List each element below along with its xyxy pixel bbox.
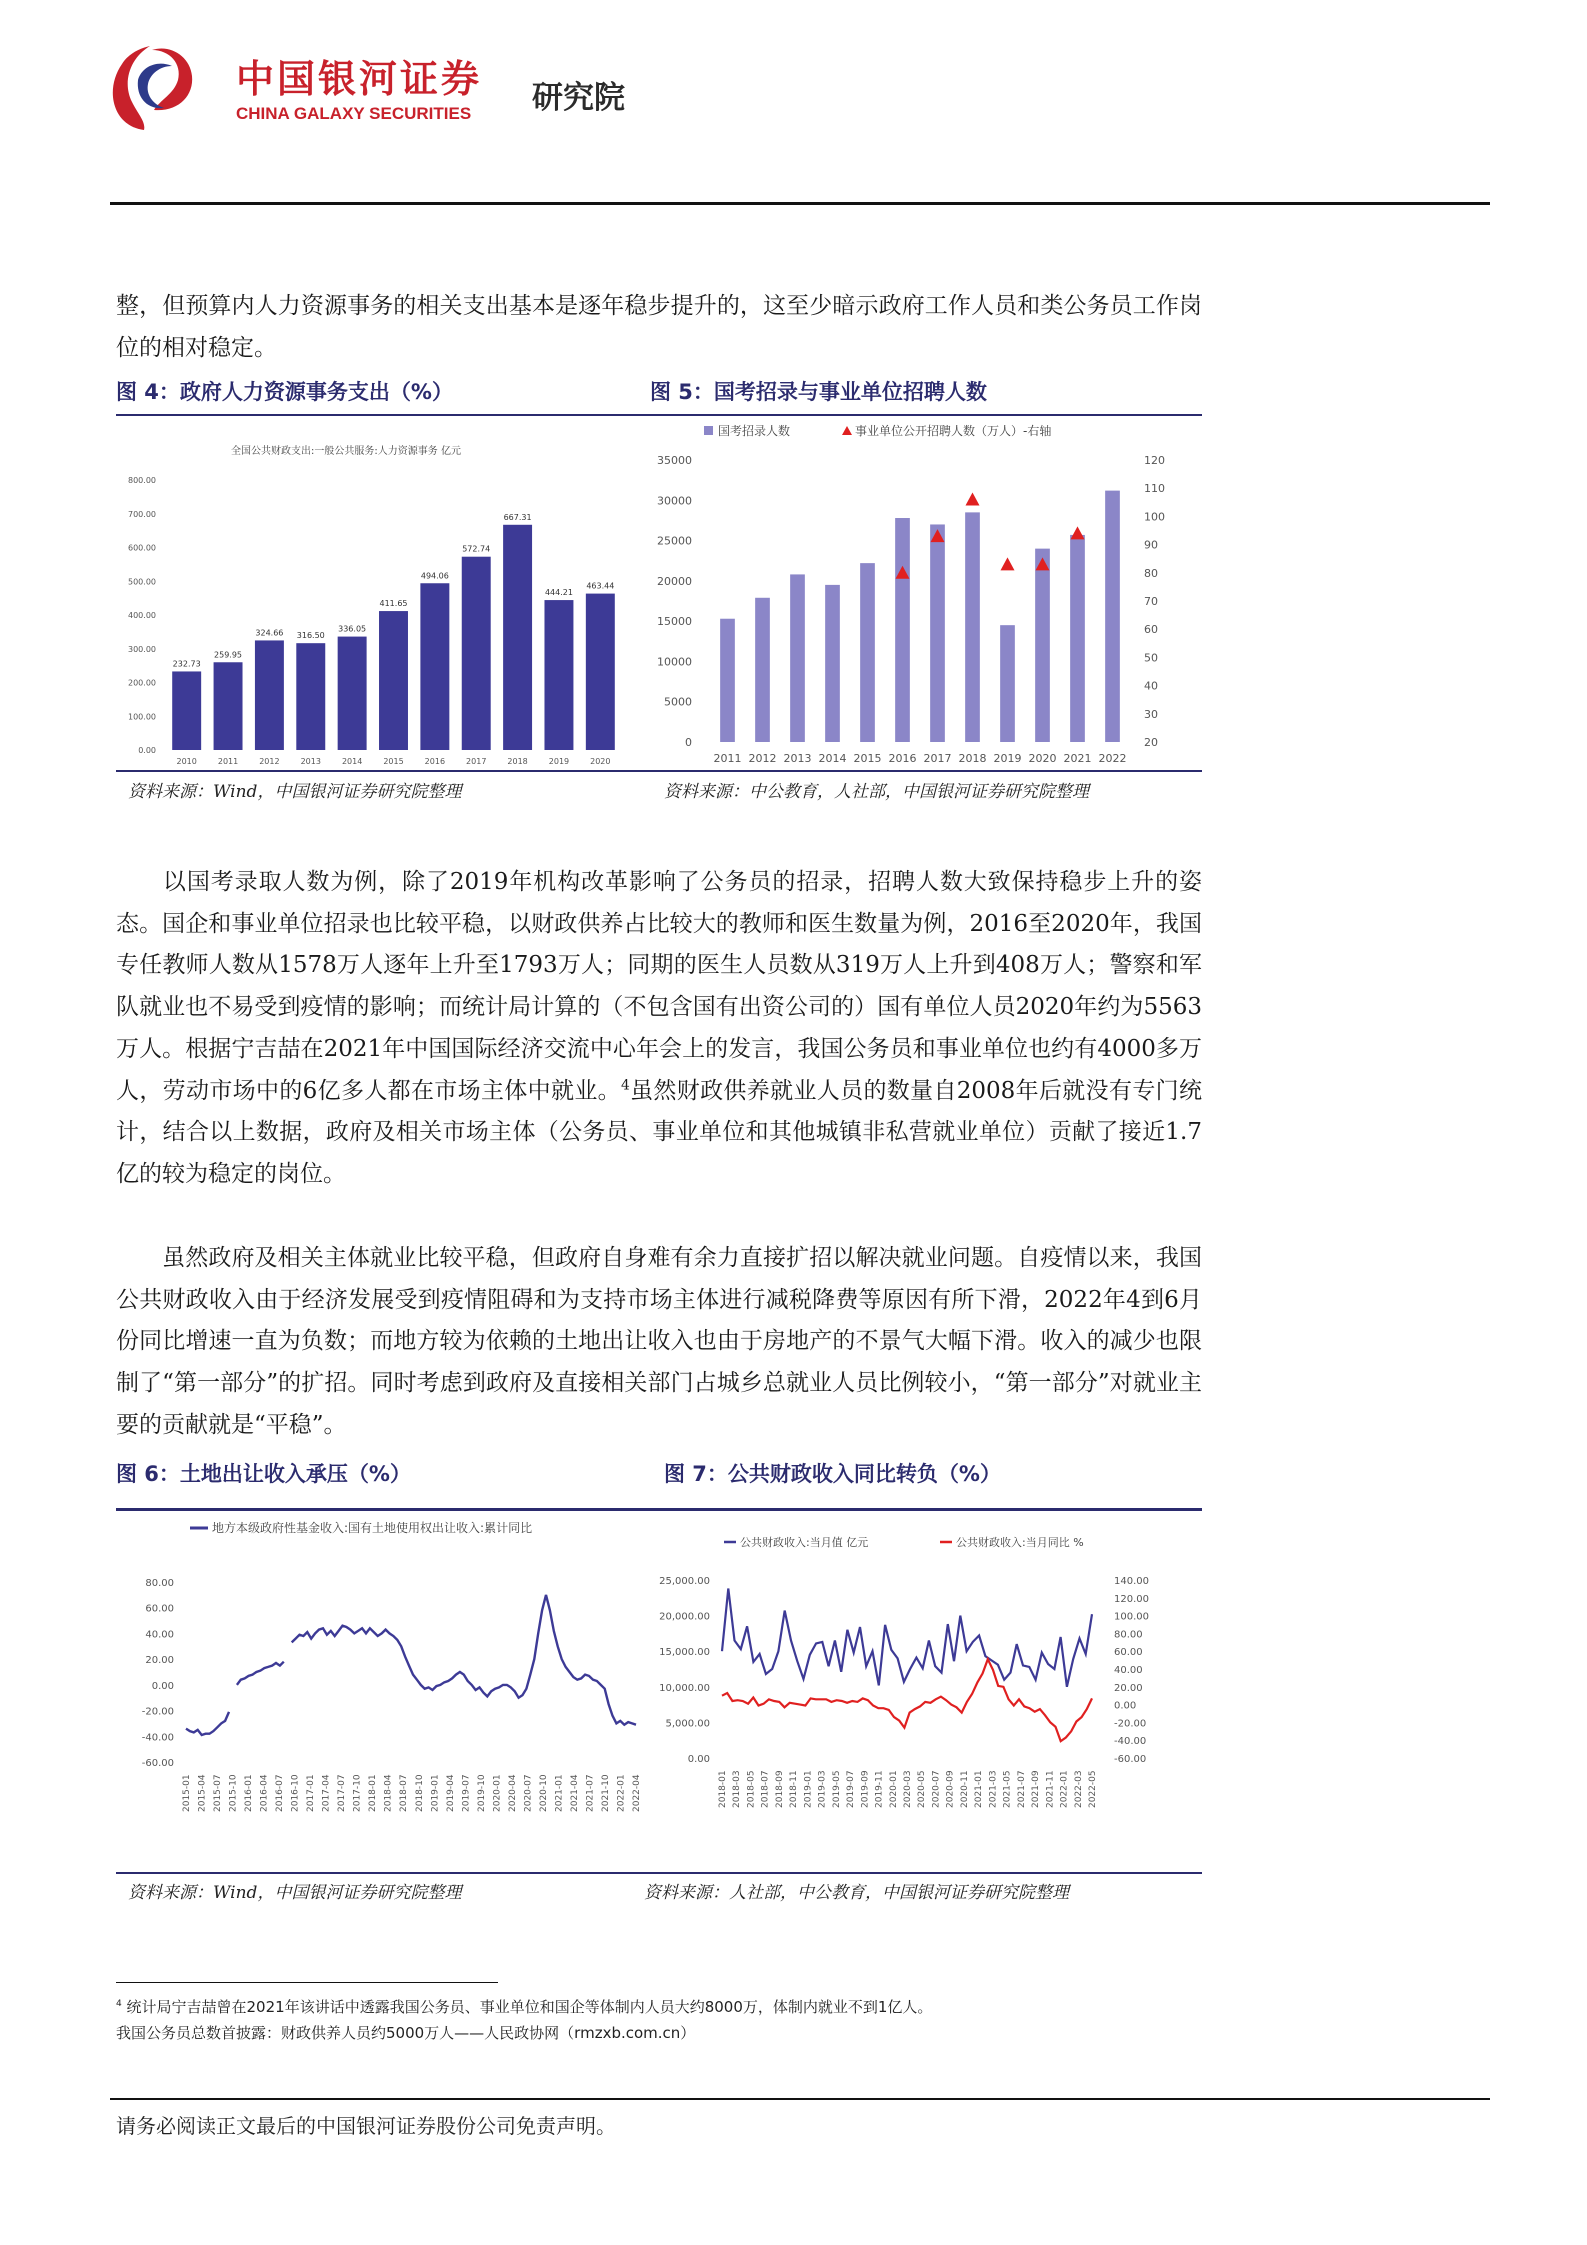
y-tick-label: 0.00 bbox=[151, 1680, 174, 1692]
y-right-tick-label: 60.00 bbox=[1114, 1647, 1143, 1659]
x-tick-label: 2018-07 bbox=[399, 1774, 410, 1812]
y-right-tick-label: 80.00 bbox=[1114, 1629, 1143, 1641]
y-right-tick-label: 20 bbox=[1144, 736, 1158, 749]
y-left-tick-label: 20,000.00 bbox=[659, 1611, 710, 1623]
x-tick-label: 2020 bbox=[590, 757, 611, 766]
x-tick-label: 2018-07 bbox=[760, 1770, 771, 1808]
x-tick-label: 2019-03 bbox=[817, 1770, 828, 1808]
bar bbox=[379, 611, 408, 750]
x-tick-label: 2011 bbox=[713, 752, 742, 765]
y-tick-label: 800.00 bbox=[128, 476, 156, 485]
bar bbox=[825, 585, 840, 742]
x-tick-label: 2021-07 bbox=[585, 1774, 596, 1812]
brand-name-en: CHINA GALAXY SECURITIES bbox=[236, 104, 472, 123]
bar bbox=[338, 637, 367, 750]
x-tick-label: 2018-03 bbox=[732, 1770, 743, 1808]
x-tick-label: 2016 bbox=[424, 757, 446, 766]
y-left-tick-label: 5,000.00 bbox=[665, 1718, 710, 1730]
y-tick-label: 700.00 bbox=[128, 509, 156, 519]
y-right-tick-label: 70 bbox=[1144, 595, 1158, 608]
x-tick-label: 2018-10 bbox=[414, 1774, 425, 1812]
legend-swatch-bars bbox=[704, 426, 713, 435]
legend-label: 国考招录人数 bbox=[718, 424, 791, 438]
y-right-tick-label: 140.00 bbox=[1114, 1576, 1149, 1587]
bar bbox=[1000, 625, 1015, 742]
bar bbox=[172, 671, 201, 750]
x-tick-label: 2021 bbox=[1063, 752, 1092, 765]
x-tick-label: 2020-04 bbox=[507, 1774, 518, 1812]
x-tick-label: 2020-07 bbox=[931, 1770, 942, 1808]
bar-value-label: 667.31 bbox=[503, 512, 532, 522]
x-tick-label: 2020-11 bbox=[959, 1770, 970, 1808]
x-tick-label: 2011 bbox=[217, 757, 239, 766]
series-line bbox=[186, 1595, 636, 1735]
x-tick-label: 2021-07 bbox=[1016, 1770, 1027, 1808]
figure-7-title: 图 7：公共财政收入同比转负（%） bbox=[664, 1462, 1001, 1486]
y-left-tick-label: 5000 bbox=[664, 695, 692, 709]
x-tick-label: 2022-04 bbox=[632, 1774, 642, 1812]
x-tick-label: 2019-07 bbox=[461, 1774, 472, 1812]
figure-4-5-bottom-rule bbox=[116, 770, 1202, 772]
figure-5-chart bbox=[650, 420, 1202, 770]
y-tick-label: 600.00 bbox=[128, 543, 156, 553]
figure-4-source: 资料来源：Wind，中国银河证券研究院整理 bbox=[128, 782, 462, 802]
x-tick-label: 2020-01 bbox=[888, 1770, 899, 1808]
figure-6-7-rule bbox=[116, 1508, 1202, 1511]
y-left-tick-label: 15000 bbox=[657, 615, 692, 629]
x-tick-label: 2018-04 bbox=[383, 1774, 394, 1812]
y-right-tick-label: 100.00 bbox=[1114, 1611, 1149, 1623]
y-right-tick-label: 80 bbox=[1144, 566, 1158, 580]
x-tick-label: 2019 bbox=[548, 757, 570, 766]
x-tick-label: 2018-11 bbox=[789, 1770, 800, 1808]
chart-title: 全国公共财政支出:一般公共服务:人力资源事务 亿元 bbox=[231, 446, 461, 457]
x-tick-label: 2013 bbox=[300, 757, 321, 766]
x-tick-label: 2022-03 bbox=[1073, 1770, 1084, 1808]
brand-name-cn: 中国银河证券 bbox=[236, 57, 483, 101]
x-tick-label: 2022-01 bbox=[616, 1774, 627, 1812]
footer-disclaimer: 请务必阅读正文最后的中国银河证券股份公司免责声明。 bbox=[116, 2114, 616, 2138]
y-left-tick-label: 10,000.00 bbox=[659, 1682, 710, 1694]
y-left-tick-label: 0.00 bbox=[687, 1754, 710, 1765]
y-right-tick-label: 120 bbox=[1144, 454, 1165, 467]
bar bbox=[895, 518, 910, 742]
body-paragraph-1-tail: 虽然财政供养就业人员的数量自2008年后就没有专门统计，结合以上数据，政府及相关市场主体（公务员、事业单位和其他城镇非私营就业单位）贡献了接近1.7亿的较为稳定的岗位。 bbox=[116, 1077, 1202, 1187]
x-tick-label: 2022-05 bbox=[1088, 1770, 1098, 1808]
triangle-marker bbox=[1071, 526, 1085, 539]
x-tick-label: 2021-11 bbox=[1045, 1770, 1056, 1808]
x-tick-label: 2017-01 bbox=[306, 1774, 317, 1812]
footnote-ref[interactable]: 4 bbox=[620, 1076, 630, 1093]
x-tick-label: 2020 bbox=[1028, 752, 1057, 765]
y-left-tick-label: 10000 bbox=[657, 655, 692, 669]
bar bbox=[462, 557, 491, 750]
footnote-text-1: 统计局宁吉喆曾在2021年该讲话中透露我国公务员、事业单位和国企等体制内人员大约8000万，体制内就业不到1亿人。 bbox=[126, 1998, 933, 2016]
bar bbox=[586, 594, 615, 750]
x-tick-label: 2017 bbox=[923, 752, 952, 765]
x-tick-label: 2017 bbox=[466, 757, 487, 766]
x-tick-label: 2018-01 bbox=[718, 1770, 728, 1808]
bar bbox=[296, 643, 325, 750]
y-tick-label: 100.00 bbox=[128, 712, 156, 722]
y-right-tick-label: 0.00 bbox=[1114, 1700, 1137, 1712]
body-paragraph-1-text: 以国考录取人数为例，除了2019年机构改革影响了公务员的招录，招聘人数大致保持稳步上升的姿态。国企和事业单位招录也比较平稳，以财政供养占比较大的教师和医生数量为例，2016至2020年，我国专任教师人数从1578万人逐年上升至1793万人；同期的医生人员数从319万人上升到408万人；警察和军队就业也不易受到疫情的影响；而统计局计算的（不包含国有出资公司的）国有单位人员2020年约为5563万人。根据宁吉喆在2021年中国国际经济交流中心年会上的发言，我国公务员和事业单位也约有4000多万人，劳动市场中的6亿多人都在市场主体中就业。 bbox=[116, 869, 1202, 1104]
x-tick-label: 2010 bbox=[176, 757, 197, 766]
bar bbox=[755, 598, 770, 742]
bar-value-label: 444.21 bbox=[544, 588, 573, 598]
footnote-number: 4 bbox=[116, 1999, 122, 2009]
bar-value-label: 463.44 bbox=[586, 581, 615, 591]
x-tick-label: 2019-09 bbox=[860, 1770, 871, 1808]
x-tick-label: 2021-10 bbox=[600, 1774, 611, 1812]
legend-label: 公共财政收入:当月值 亿元 bbox=[740, 1536, 869, 1549]
legend-swatch-triangle bbox=[842, 426, 852, 435]
x-tick-label: 2021-04 bbox=[569, 1774, 580, 1812]
x-tick-label: 2014 bbox=[341, 757, 363, 766]
x-tick-label: 2015-04 bbox=[197, 1774, 208, 1812]
y-tick-label: 400.00 bbox=[128, 611, 156, 620]
bar bbox=[503, 525, 532, 750]
figure-5-title: 图 5：国考招录与事业单位招聘人数 bbox=[650, 380, 987, 404]
y-tick-label: -20.00 bbox=[141, 1706, 174, 1718]
bar bbox=[790, 574, 805, 742]
y-right-tick-label: 60 bbox=[1144, 623, 1158, 637]
x-tick-label: 2016-04 bbox=[259, 1774, 270, 1812]
bar-value-label: 572.74 bbox=[462, 544, 491, 554]
bar bbox=[255, 640, 284, 750]
y-tick-label: 20.00 bbox=[145, 1655, 174, 1667]
x-tick-label: 2015 bbox=[853, 752, 882, 765]
x-tick-label: 2020-05 bbox=[917, 1770, 928, 1808]
body-paragraph-2 bbox=[116, 1238, 1202, 1447]
x-tick-label: 2021-09 bbox=[1031, 1770, 1042, 1808]
x-tick-label: 2016-10 bbox=[290, 1774, 301, 1812]
triangle-marker bbox=[966, 492, 980, 505]
y-right-tick-label: -20.00 bbox=[1114, 1718, 1147, 1730]
legend-label: 事业单位公开招聘人数（万人）-右轴 bbox=[855, 424, 1052, 438]
x-tick-label: 2022-01 bbox=[1059, 1770, 1070, 1808]
galaxy-logo-icon bbox=[108, 40, 208, 136]
bar bbox=[420, 583, 449, 750]
y-right-tick-label: 50 bbox=[1144, 651, 1158, 665]
y-right-tick-label: 30 bbox=[1144, 707, 1158, 721]
footer-divider bbox=[110, 2098, 1490, 2100]
bar bbox=[720, 619, 735, 742]
bar-value-label: 316.50 bbox=[296, 631, 325, 641]
x-tick-label: 2018 bbox=[507, 757, 528, 766]
x-tick-label: 2017-10 bbox=[352, 1774, 363, 1812]
triangle-marker bbox=[1001, 557, 1015, 570]
x-tick-label: 2016 bbox=[888, 752, 917, 765]
x-tick-label: 2018-09 bbox=[774, 1770, 785, 1808]
x-tick-label: 2018-05 bbox=[746, 1770, 757, 1808]
footnote-divider bbox=[116, 1982, 498, 1983]
y-left-tick-label: 0 bbox=[685, 736, 692, 749]
bar-value-label: 411.65 bbox=[379, 599, 408, 609]
figure-7-chart bbox=[650, 1514, 1202, 1870]
x-tick-label: 2019-10 bbox=[476, 1774, 487, 1812]
x-tick-label: 2013 bbox=[783, 752, 812, 765]
y-left-tick-label: 25000 bbox=[657, 534, 692, 548]
x-tick-label: 2017-07 bbox=[337, 1774, 348, 1812]
y-tick-label: 0.00 bbox=[138, 746, 156, 755]
y-left-tick-label: 15,000.00 bbox=[659, 1647, 710, 1659]
y-right-tick-label: -40.00 bbox=[1114, 1736, 1147, 1748]
y-right-tick-label: 40 bbox=[1144, 679, 1158, 693]
x-tick-label: 2020-03 bbox=[903, 1770, 913, 1808]
bar bbox=[1105, 491, 1120, 742]
x-tick-label: 2019-04 bbox=[445, 1774, 456, 1812]
figure-4-5-rule bbox=[116, 414, 1202, 416]
x-tick-label: 2021-01 bbox=[974, 1770, 985, 1808]
y-tick-label: 40.00 bbox=[145, 1629, 174, 1641]
bar bbox=[965, 512, 980, 742]
bar bbox=[544, 600, 573, 750]
bar-value-label: 336.05 bbox=[338, 624, 367, 634]
y-right-tick-label: 120.00 bbox=[1114, 1593, 1149, 1605]
x-tick-label: 2022 bbox=[1098, 752, 1127, 765]
y-right-tick-label: 90 bbox=[1144, 538, 1158, 552]
y-right-tick-label: 20.00 bbox=[1114, 1682, 1143, 1694]
x-tick-label: 2020-10 bbox=[538, 1774, 549, 1812]
x-tick-label: 2021-03 bbox=[988, 1770, 999, 1808]
bar bbox=[860, 563, 875, 742]
y-tick-label: 80.00 bbox=[145, 1578, 174, 1589]
y-right-tick-label: 110 bbox=[1144, 482, 1165, 496]
bar bbox=[1035, 549, 1050, 742]
intro-paragraph: 整，但预算内人力资源事务的相关支出基本是逐年稳步提升的，这至少暗示政府工作人员和类公务员工作岗位的相对稳定。 bbox=[116, 293, 1202, 361]
x-tick-label: 2015 bbox=[383, 757, 404, 766]
x-tick-label: 2019-07 bbox=[846, 1770, 857, 1808]
footnote-line-1 bbox=[116, 1996, 932, 2017]
x-tick-label: 2019-01 bbox=[430, 1774, 441, 1812]
x-tick-label: 2019-01 bbox=[803, 1770, 814, 1808]
department-label: 研究院 bbox=[532, 80, 625, 116]
y-right-tick-label: 100 bbox=[1144, 510, 1165, 524]
x-tick-label: 2015-10 bbox=[228, 1774, 239, 1812]
figure-7-source: 资料来源：人社部，中公教育，中国银河证券研究院整理 bbox=[644, 1883, 1069, 1903]
figure-6-source: 资料来源：Wind，中国银河证券研究院整理 bbox=[128, 1883, 462, 1903]
y-tick-label: -60.00 bbox=[141, 1758, 174, 1769]
y-tick-label: 200.00 bbox=[128, 678, 156, 688]
y-tick-label: 60.00 bbox=[145, 1603, 174, 1615]
x-tick-label: 2020-01 bbox=[492, 1774, 503, 1812]
series-line bbox=[722, 1589, 1092, 1687]
x-tick-label: 2021-05 bbox=[1002, 1770, 1013, 1808]
legend-label: 地方本级政府性基金收入:国有土地使用权出让收入:累计同比 bbox=[212, 1521, 533, 1535]
figure-6-title: 图 6：土地出让收入承压（%） bbox=[116, 1462, 411, 1486]
x-tick-label: 2021-01 bbox=[554, 1774, 565, 1812]
figure-4-title: 图 4：政府人力资源事务支出（%） bbox=[116, 380, 453, 404]
x-tick-label: 2018-01 bbox=[368, 1774, 379, 1812]
y-left-tick-label: 30000 bbox=[657, 494, 692, 508]
body-paragraph-2-text: 虽然政府及相关主体就业比较平稳，但政府自身难有余力直接扩招以解决就业问题。自疫情以来，我国公共财政收入由于经济发展受到疫情阻碍和为支持市场主体进行减税降费等原因有所下滑，2022年4到6月份同比增速一直为负数；而地方较为依赖的土地出让收入也由于房地产的不景气大幅下滑。收入的减少也限制了“第一部分”的扩招。同时考虑到政府及直接相关部门占城乡总就业人员比例较小，“第一部分”对就业主要的贡献就是“平稳”。 bbox=[116, 1245, 1202, 1438]
figure-6-chart bbox=[116, 1514, 646, 1870]
bar bbox=[1070, 535, 1085, 742]
figure-6-7-bottom-rule bbox=[116, 1872, 1202, 1874]
y-left-tick-label: 20000 bbox=[657, 574, 692, 588]
x-tick-label: 2016-01 bbox=[244, 1774, 255, 1812]
y-right-tick-label: -60.00 bbox=[1114, 1754, 1147, 1765]
header-divider bbox=[110, 202, 1490, 205]
y-left-tick-label: 35000 bbox=[657, 454, 692, 467]
x-tick-label: 2018 bbox=[958, 752, 987, 765]
bar-value-label: 259.95 bbox=[214, 650, 243, 660]
bar bbox=[214, 662, 243, 750]
legend-label: 公共财政收入:当月同比 % bbox=[956, 1536, 1084, 1549]
x-tick-label: 2019-11 bbox=[874, 1770, 885, 1808]
x-tick-label: 2020-09 bbox=[945, 1770, 956, 1808]
x-tick-label: 2017-04 bbox=[321, 1774, 332, 1812]
y-tick-label: 300.00 bbox=[128, 644, 156, 654]
x-tick-label: 2016-07 bbox=[275, 1774, 286, 1812]
body-paragraph-1 bbox=[116, 862, 1202, 1196]
x-tick-label: 2019-05 bbox=[831, 1770, 842, 1808]
x-tick-label: 2015-07 bbox=[213, 1774, 224, 1812]
y-right-tick-label: 40.00 bbox=[1114, 1665, 1143, 1676]
y-tick-label: 500.00 bbox=[128, 577, 156, 587]
bar-value-label: 232.73 bbox=[172, 659, 201, 669]
figure-5-source: 资料来源：中公教育，人社部，中国银河证券研究院整理 bbox=[664, 782, 1089, 802]
y-tick-label: -40.00 bbox=[141, 1732, 174, 1744]
bar-value-label: 494.06 bbox=[420, 571, 449, 581]
x-tick-label: 2012 bbox=[748, 752, 777, 765]
x-tick-label: 2015-01 bbox=[182, 1774, 192, 1812]
x-tick-label: 2019 bbox=[993, 752, 1022, 765]
x-tick-label: 2014 bbox=[818, 752, 847, 765]
bar bbox=[930, 524, 945, 742]
x-tick-label: 2012 bbox=[259, 757, 280, 766]
footnote-line-2[interactable]: 我国公务员总数首披露：财政供养人员约5000万人——人民政协网（rmzxb.com.cn） bbox=[116, 2024, 696, 2042]
figure-4-chart bbox=[116, 420, 636, 770]
bar-value-label: 324.66 bbox=[255, 628, 284, 638]
y-left-tick-label: 25,000.00 bbox=[659, 1576, 710, 1587]
x-tick-label: 2020-07 bbox=[523, 1774, 534, 1812]
